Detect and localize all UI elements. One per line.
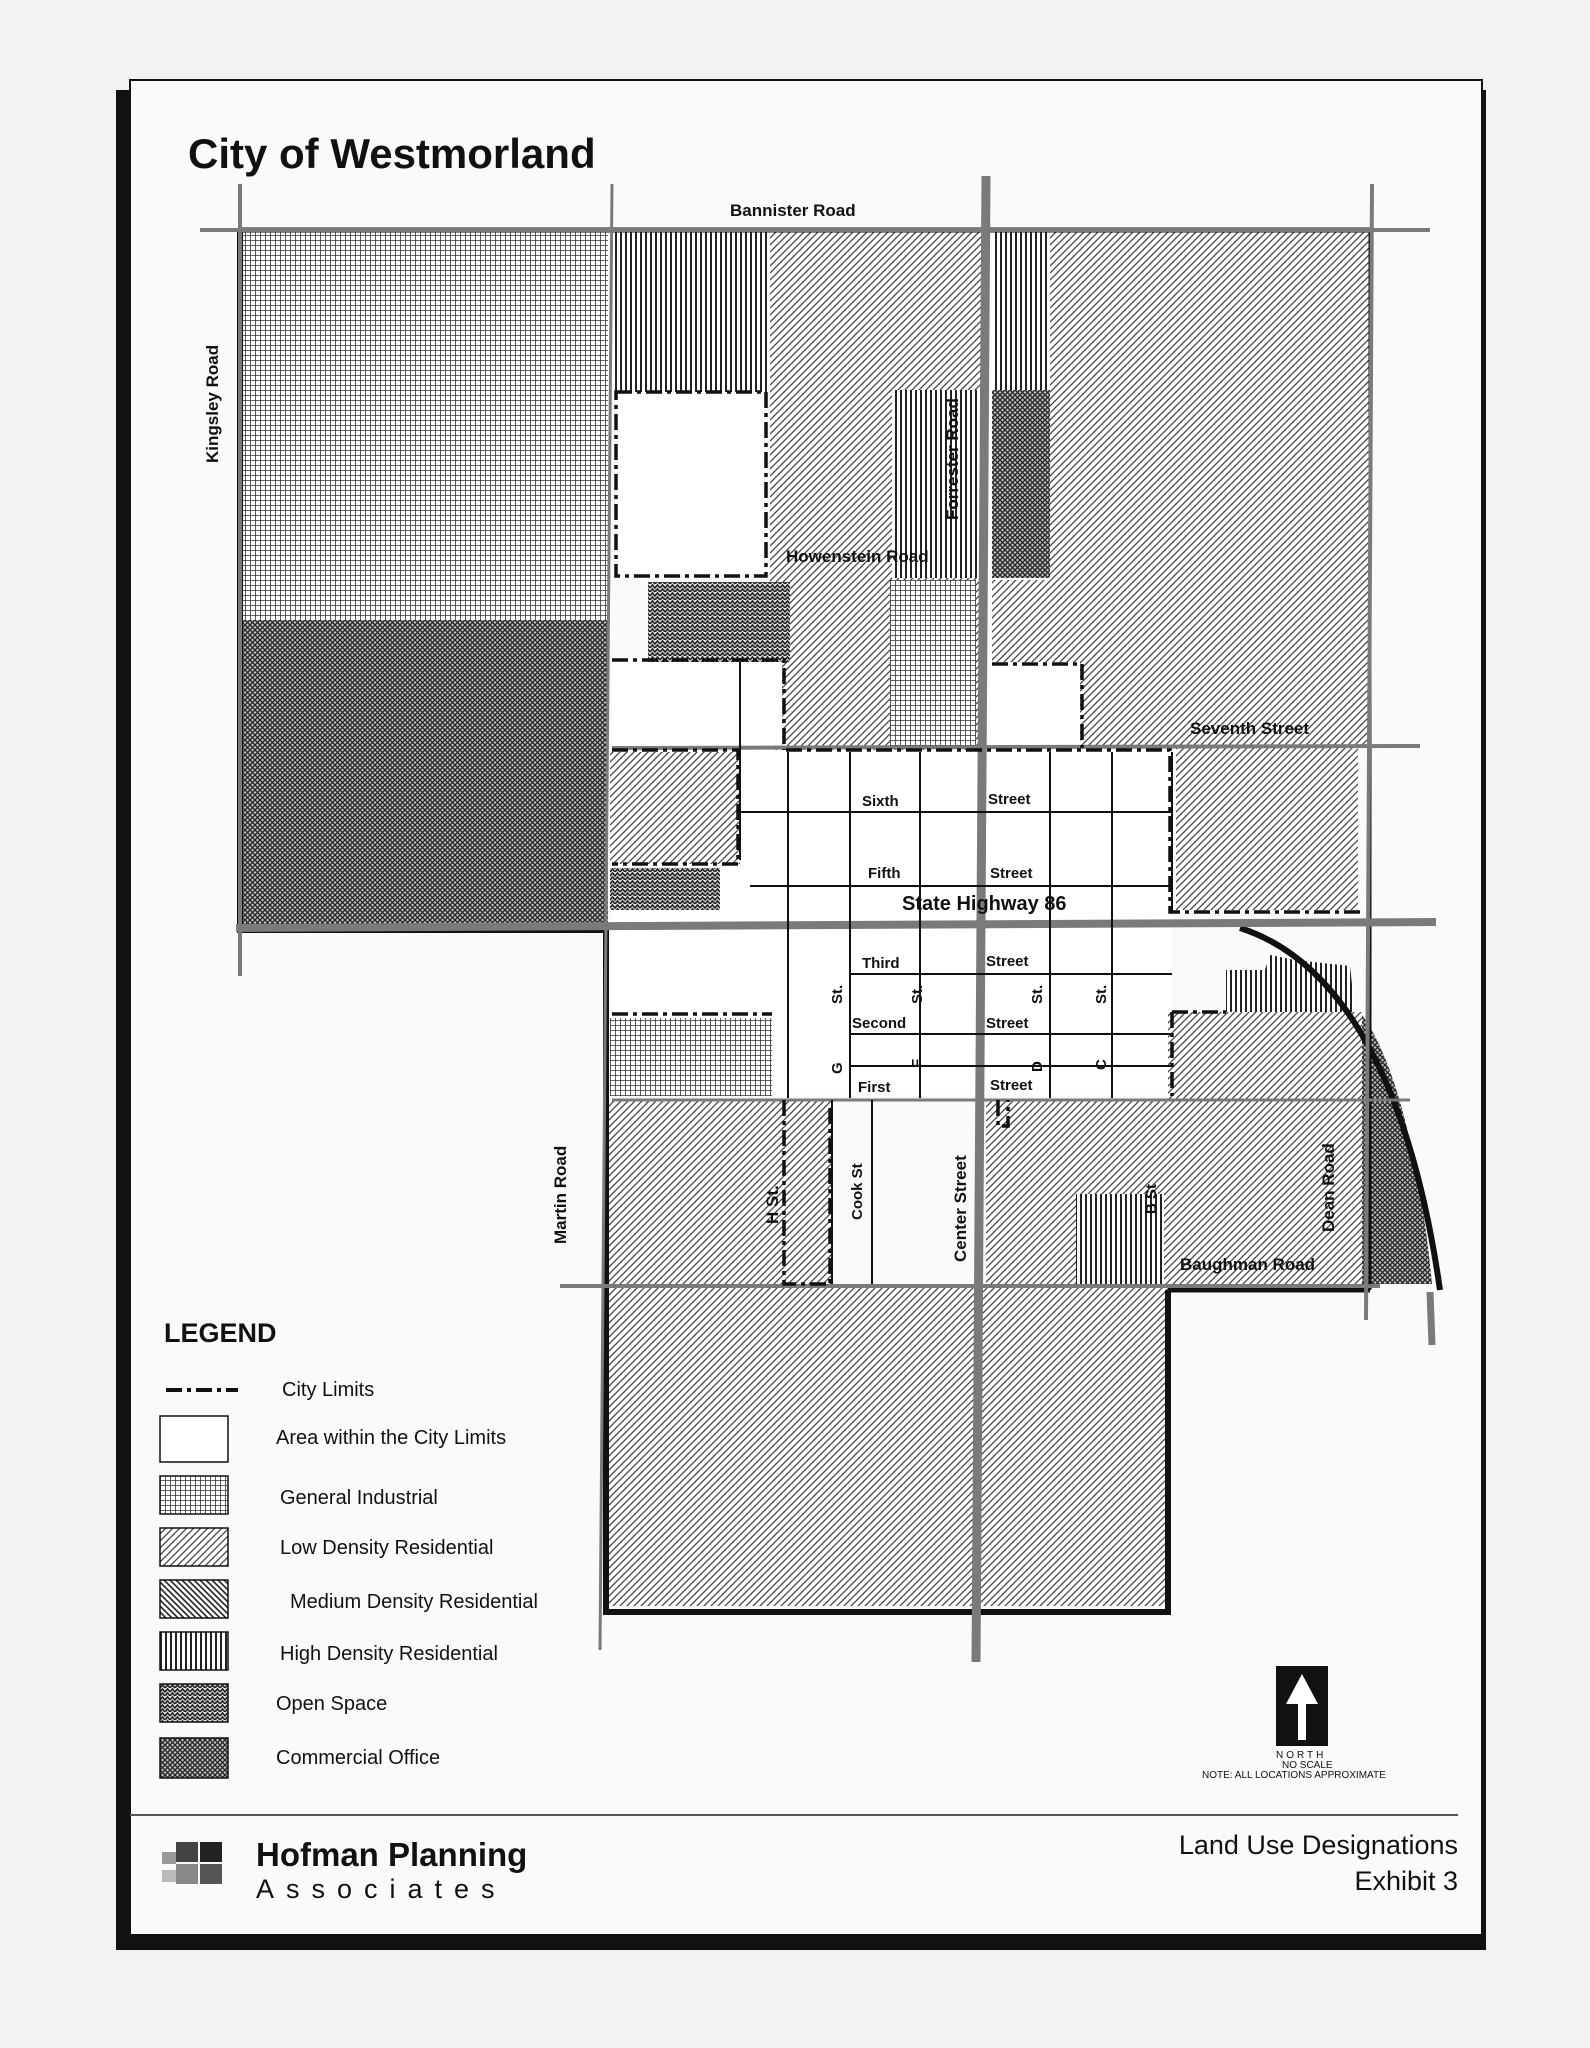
parcel-commercial-forrester-e — [992, 390, 1050, 578]
parcel-low-density-h-st — [606, 1100, 832, 1284]
road-seventh-street — [612, 746, 1420, 748]
legend-symbol-low-density — [160, 1528, 228, 1566]
legend-symbol-open-space — [160, 1684, 228, 1722]
label-h-st: H St. — [763, 1185, 782, 1224]
legend-label-medium-density: Medium Density Residential — [290, 1591, 538, 1613]
label-bannister-road: Bannister Road — [730, 201, 856, 220]
legend-label-general-industrial: General Industrial — [280, 1487, 438, 1509]
label-martin-road: Martin Road — [551, 1145, 570, 1244]
legend-symbol-area-within-city — [160, 1416, 228, 1462]
parcel-industrial-forrester-s — [890, 580, 976, 748]
parcel-general-industrial-nw — [240, 230, 608, 620]
label-c-st-name: St. — [1093, 984, 1110, 1004]
label-third-street: Street — [986, 953, 1029, 970]
parcel-city-white-1 — [618, 395, 764, 575]
label-kingsley-road: Kingsley Road — [203, 344, 222, 463]
legend-label-city-limits: City Limits — [282, 1379, 375, 1401]
label-third: Third — [862, 955, 900, 972]
label-second: Second — [852, 1015, 907, 1032]
legend-label-area-within-city: Area within the City Limits — [276, 1427, 507, 1449]
scale-label: NO SCALE — [1282, 1760, 1333, 1771]
label-g-st-name: St. — [829, 984, 846, 1004]
location-note: NOTE: ALL LOCATIONS APPROXIMATE — [1202, 1770, 1386, 1781]
label-cook-st: Cook St — [849, 1163, 866, 1220]
label-state-highway-86: State Highway 86 — [902, 893, 1067, 915]
legend-symbol-general-industrial — [160, 1476, 228, 1514]
label-forrester-road: Forrester Road — [943, 398, 962, 520]
label-center-street: Center Street — [951, 1155, 970, 1262]
legend-label-low-density: Low Density Residential — [280, 1537, 494, 1559]
parcel-open-space-north — [648, 582, 790, 662]
label-sixth: Sixth — [862, 793, 899, 810]
legend-symbol-medium-density — [160, 1580, 228, 1618]
parcel-low-density-south — [606, 1284, 1168, 1606]
label-howenstein-road: Howenstein Road — [786, 547, 929, 566]
label-seventh-street: Seventh Street — [1190, 719, 1310, 738]
legend-label-high-density: High Density Residential — [280, 1643, 498, 1665]
label-fifth: Fifth — [868, 865, 901, 882]
company-subtitle: Associates — [256, 1874, 507, 1904]
label-sixth-street: Street — [988, 791, 1031, 808]
label-fifth-street: Street — [990, 865, 1033, 882]
legend-label-open-space: Open Space — [276, 1693, 388, 1715]
legend-symbol-high-density — [160, 1632, 228, 1670]
parcel-open-space-west — [610, 868, 720, 910]
parcel-city-white-3 — [990, 662, 1080, 748]
parcel-city-white-2 — [612, 662, 782, 748]
label-g-st: G — [829, 1062, 846, 1074]
company-name: Hofman Planning — [256, 1836, 528, 1873]
parcel-low-density-w-core — [610, 752, 740, 864]
label-d-st: D — [1029, 1061, 1046, 1072]
label-dean-road: Dean Road — [1319, 1143, 1338, 1232]
label-c-st: C — [1093, 1059, 1110, 1070]
parcel-industrial-sw — [610, 1018, 772, 1096]
label-first: First — [858, 1079, 891, 1096]
label-f-st-name: St. — [909, 984, 926, 1004]
label-baughman-road: Baughman Road — [1180, 1255, 1316, 1274]
document-title: Land Use Designations — [1178, 1830, 1458, 1860]
legend-title: LEGEND — [164, 1318, 277, 1348]
legend-symbol-commercial-office — [160, 1738, 228, 1778]
label-b-st: B St — [1143, 1184, 1160, 1214]
road-east-curve-ext — [1430, 1292, 1432, 1345]
label-d-st-name: St. — [1029, 984, 1046, 1004]
map-title: City of Westmorland — [188, 130, 596, 177]
label-first-street: Street — [990, 1077, 1033, 1094]
parcel-high-density-north — [612, 230, 770, 392]
label-f-st: F — [909, 1058, 926, 1068]
exhibit-number: Exhibit 3 — [1354, 1866, 1458, 1896]
parcel-high-density-forrester-e — [992, 230, 1052, 390]
legend-label-commercial-office: Commercial Office — [276, 1747, 441, 1769]
north-label: NORTH — [1276, 1750, 1327, 1761]
parcel-low-density-east — [1176, 748, 1358, 910]
label-second-street: Street — [986, 1015, 1029, 1032]
